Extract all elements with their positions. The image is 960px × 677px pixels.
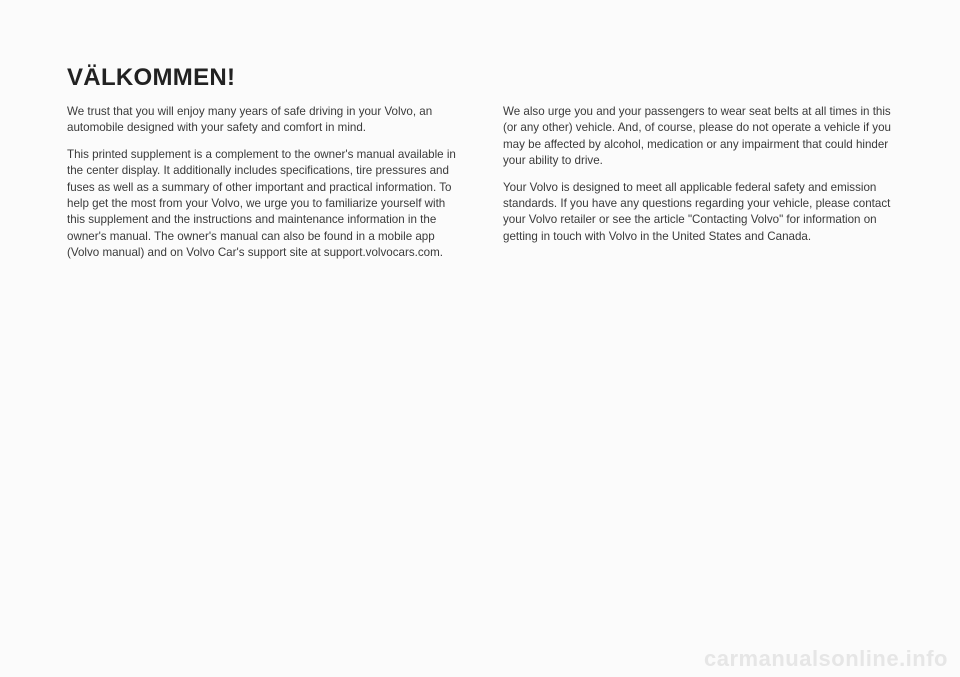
right-column [503,104,895,255]
paragraph-seat-belts: We also urge you and your passengers to wear seat belts at all times in this (or any other) vehicle. And, of course, please do not operate a vehicle if you may be affected by alcohol, medication or any impairment that could hinder your ability to drive. [503,105,891,168]
page-title: VÄLKOMMEN! [67,64,236,91]
left-column [67,104,459,272]
paragraph-supplement: This printed supplement is a complement to the owner's manual available in the center display. It additionally includes specifications, tire pressures and fuses as well as a summary of other important and practical information. To help get the most from your Volvo, we urge you to familiarize yourself with this supplement and the instructions and maintenance information in the owner's manual. The owner's manual can also be found in a mobile app (Volvo manual) and on Volvo Car's support site at support.volvocars.com. [67,147,456,260]
paragraph-intro: We trust that you will enjoy many years of safe driving in your Volvo, an automobile designed with your safety and comfort in mind. [67,105,433,135]
watermark: carmanualsonline.info [704,646,948,671]
paragraph-standards: Your Volvo is designed to meet all applicable federal safety and emission standards. If you have any questions regarding your vehicle, please contact your Volvo retailer or see the article "Contacting Volvo" for information on getting in touch with Volvo in the United States and Canada. [503,180,891,243]
